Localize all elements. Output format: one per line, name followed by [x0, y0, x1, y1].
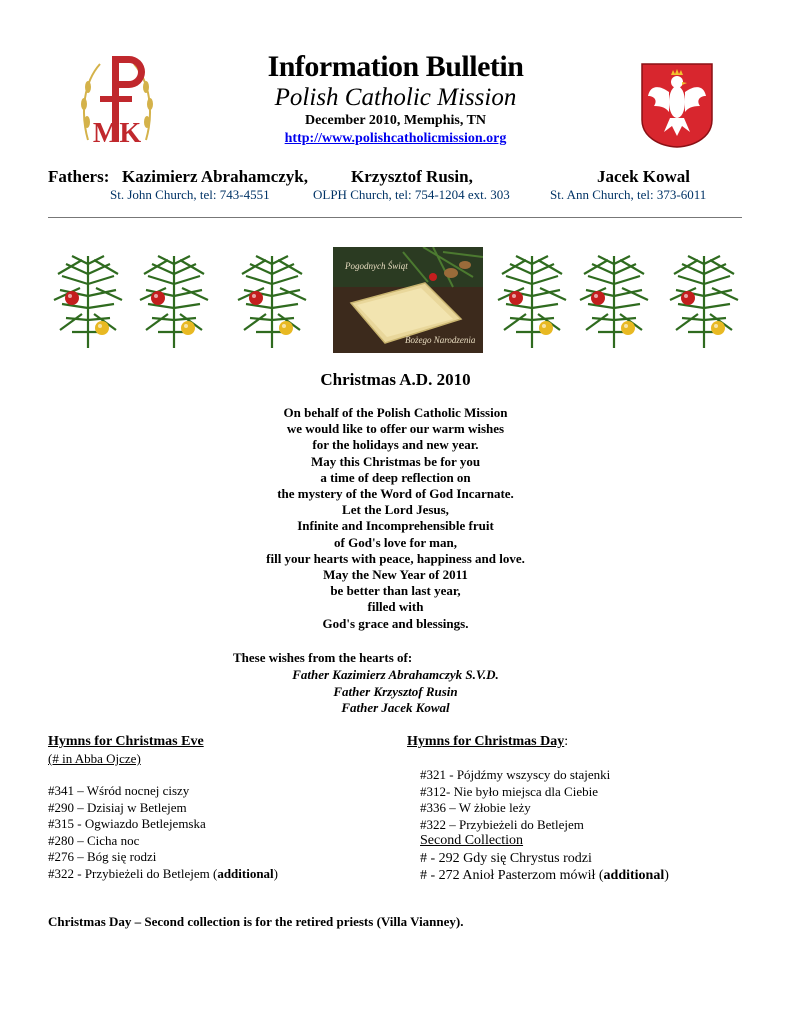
list-item-text: #322 - Przybieżeli do Betlejem (	[48, 865, 218, 881]
christmas-title: Christmas A.D. 2010	[320, 370, 471, 389]
hymns-day-list	[420, 767, 610, 833]
page-subtitle: Polish Catholic Mission	[274, 84, 517, 111]
wish-line: On behalf of the Polish Catholic Mission	[283, 405, 508, 420]
signer: Father Krzysztof Rusin	[333, 683, 458, 699]
hymns-day-heading: Hymns for Christmas Day	[407, 734, 565, 749]
list-item: #321 - Pójdźmy wszyscy do stajenki	[420, 767, 611, 782]
wish-line: May the New Year of 2011	[323, 567, 468, 583]
list-item: #280 – Cicha noc	[48, 832, 140, 848]
pine-branch-icon	[496, 254, 568, 350]
wish-line: fill your hearts with peace, happiness and love.	[266, 550, 525, 566]
wish-line: a time of deep reflection on	[320, 469, 471, 485]
pine-branch-icon	[52, 254, 124, 350]
fathers-label: Fathers:	[48, 167, 110, 186]
wish-line: May this Christmas be for you	[310, 453, 481, 469]
list-item-text: # - 272 Anioł Pasterzom mówił (	[420, 868, 604, 883]
polish-eagle-emblem	[640, 62, 714, 148]
hymns-eve-list	[48, 783, 278, 882]
footer-note: Christmas Day – Second collection is for the retired priests (Villa Vianney).	[48, 914, 464, 929]
wishes-from-intro: These wishes from the hearts of:	[233, 650, 413, 665]
list-item: #312- Nie było miejsca dla Ciebie	[420, 783, 598, 799]
website-link[interactable]: http://www.polishcatholicmission.org	[284, 131, 507, 146]
list-item	[48, 866, 278, 883]
second-collection-item-1: # - 292 Gdy się Chrystus rodzi	[420, 851, 592, 866]
list-item: #290 – Dzisiaj w Betlejem	[48, 799, 187, 815]
list-item: #322 – Przybieżeli do Betlejem	[420, 816, 584, 832]
christmas-wishes	[0, 405, 791, 632]
list-item: #315 - Ogwiazdo Betlejemska	[48, 816, 206, 831]
church-info-1: St. John Church, tel: 743-4551	[110, 187, 270, 202]
list-item: #276 – Bóg się rodzi	[48, 849, 157, 864]
photo-caption-bottom: Bożego Narodzenia	[405, 335, 476, 345]
list-item-close: )	[664, 868, 669, 883]
wish-line: God's grace and blessings.	[322, 615, 469, 631]
list-item: #336 – W żłobie leży	[420, 800, 531, 815]
second-collection-item-2	[420, 868, 669, 884]
pine-branch-icon	[578, 254, 650, 350]
additional-tag: additional	[603, 868, 665, 883]
father-name-3: Jacek Kowal	[597, 167, 691, 186]
christmas-wafer-photo	[333, 247, 483, 353]
pine-branch-icon	[236, 254, 308, 350]
wish-line: be better than last year,	[330, 583, 461, 599]
wish-line: Infinite and Incomprehensible fruit	[297, 518, 494, 534]
wish-line: filled with	[367, 599, 424, 615]
hymns-eve-note: (# in Abba Ojcze)	[48, 751, 141, 766]
photo-caption-top: Pogodnych Świąt	[345, 261, 408, 271]
list-item-close: )	[273, 865, 279, 881]
wish-line: we would like to offer our warm wishes	[286, 421, 505, 437]
date-line: December 2010, Memphis, TN	[304, 113, 487, 128]
signer: Father Jacek Kowal	[341, 700, 450, 715]
additional-tag: additional	[217, 865, 274, 881]
second-collection-heading: Second Collection	[420, 833, 524, 848]
hymns-eve-heading: Hymns for Christmas Eve	[48, 734, 204, 749]
header-divider	[48, 217, 742, 218]
wish-line: Let the Lord Jesus,	[342, 502, 449, 518]
logo-monogram: MK	[92, 118, 142, 149]
father-name-1: Kazimierz Abrahamczyk,	[122, 167, 309, 186]
wish-line: of God's love for man,	[334, 534, 457, 550]
pine-branch-icon	[138, 254, 210, 350]
signer: Father Kazimierz Abrahamczyk S.V.D.	[292, 667, 499, 682]
page-title: Information Bulletin	[267, 50, 524, 83]
father-name-2: Krzysztof Rusin,	[351, 167, 473, 186]
hymns-day-heading-row	[407, 734, 568, 750]
pine-branch-icon	[668, 254, 740, 350]
church-info-2: OLPH Church, tel: 754-1204 ext. 303	[313, 187, 510, 202]
signers-list	[0, 667, 791, 717]
wish-line: the mystery of the Word of God Incarnate.	[277, 486, 514, 502]
church-info-3: St. Ann Church, tel: 373-6011	[550, 187, 707, 202]
hymns-day-heading-colon: :	[564, 734, 569, 749]
wish-line: for the holidays and new year.	[312, 437, 479, 453]
list-item: #341 – Wśród nocnej ciszy	[48, 783, 190, 798]
